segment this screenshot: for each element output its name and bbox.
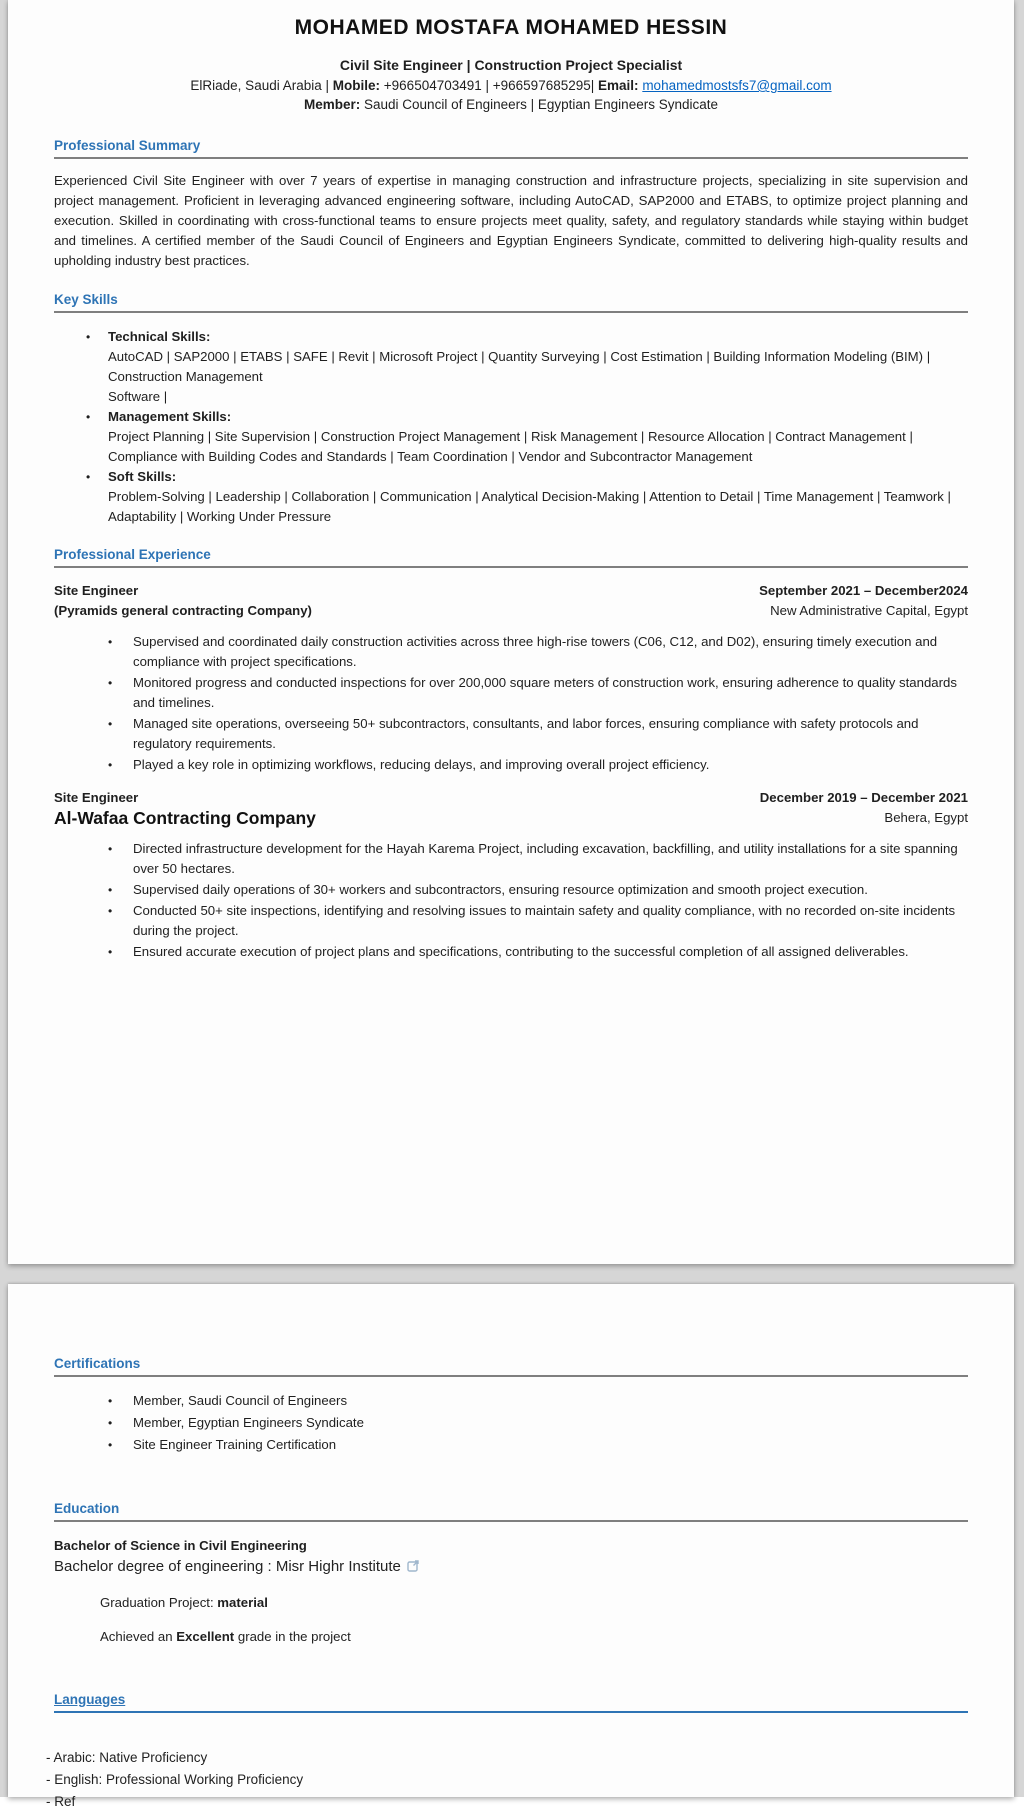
mobile-numbers: +966504703491 | +966597685295| bbox=[383, 78, 595, 93]
email-label: Email: bbox=[598, 78, 639, 93]
graduation-project-line bbox=[100, 1593, 968, 1612]
clipped-next-line: - Ref bbox=[46, 1794, 76, 1809]
section-heading-professional-experience bbox=[54, 547, 968, 568]
education-institute-line bbox=[54, 1556, 968, 1578]
skill-group-label: Soft Skills: bbox=[108, 469, 177, 484]
job-bullet-text: Directed infrastructure development for the Hayah Karema Project, including excavation, backfilling, and utility installations for a site spanning over 50 hectares. bbox=[133, 841, 958, 876]
job-bullet-text: Monitored progress and conducted inspections for over 200,000 square meters of construction work, ensuring adherence to quality standards and timelines. bbox=[133, 675, 957, 710]
job-bullet bbox=[54, 714, 968, 754]
education-institute-text: Bachelor degree of engineering : Misr Highr Institute bbox=[54, 1558, 401, 1575]
certification-item bbox=[54, 1435, 968, 1455]
skill-group-overflow: Software | bbox=[108, 389, 168, 404]
job-bullet-text: Supervised and coordinated daily construction activities across three high-rise towers (C06, C12, and D02), ensuring timely execution and compliance with project specifications. bbox=[133, 634, 938, 669]
certification-text: Member, Saudi Council of Engineers bbox=[133, 1393, 348, 1408]
skill-group-management bbox=[54, 407, 968, 467]
section-label: Education bbox=[54, 1501, 120, 1516]
bullet-icon: • bbox=[86, 470, 91, 484]
certification-list bbox=[54, 1391, 968, 1455]
language-list bbox=[46, 1747, 968, 1791]
contact-line bbox=[54, 78, 968, 93]
skill-group-text: Problem-Solving | Leadership | Collaboration | Communication | Analytical Decision-Making | Attention to Detail | Time Management | Teamwork | Adaptability | Working Under Pressure bbox=[108, 489, 951, 524]
job-bullet bbox=[54, 942, 968, 962]
bullet-icon: • bbox=[108, 945, 113, 959]
graduation-project-label: Graduation Project: bbox=[100, 1595, 214, 1610]
certification-text: Member, Egyptian Engineers Syndicate bbox=[133, 1415, 364, 1430]
job-bullet bbox=[54, 880, 968, 900]
section-label: Professional Summary bbox=[54, 138, 201, 153]
job-bullet bbox=[54, 673, 968, 713]
grade-value: Excellent bbox=[176, 1629, 235, 1644]
language-item: - Arabic: Native Proficiency bbox=[46, 1750, 208, 1765]
section-label: Certifications bbox=[54, 1356, 141, 1371]
section-heading-certifications bbox=[54, 1356, 968, 1377]
contact-location: ElRiade, Saudi Arabia | bbox=[190, 78, 329, 93]
job-bullet-list bbox=[54, 632, 968, 775]
job-company: Al-Wafaa Contracting Company bbox=[54, 808, 316, 828]
resume-page-2 bbox=[8, 1284, 1014, 1809]
job-bullet bbox=[54, 632, 968, 672]
skills-list bbox=[54, 327, 968, 527]
section-label: Professional Experience bbox=[54, 547, 211, 562]
bullet-icon: • bbox=[86, 410, 91, 424]
section-heading-languages bbox=[54, 1692, 968, 1713]
candidate-title: Civil Site Engineer | Construction Project Specialist bbox=[339, 57, 683, 73]
bullet-icon: • bbox=[108, 842, 113, 856]
job-bullet-text: Played a key role in optimizing workflows, reducing delays, and improving overall project efficiency. bbox=[133, 757, 710, 772]
language-item: - English: Professional Working Proficiency bbox=[46, 1772, 304, 1787]
skill-group-label: Management Skills: bbox=[108, 409, 232, 424]
certification-item bbox=[54, 1413, 968, 1433]
skill-group-text: AutoCAD | SAP2000 | ETABS | SAFE | Revit | Microsoft Project | Quantity Surveying | Cost Estimation | Building Information Modeling (BIM) | Construction Management bbox=[108, 349, 931, 384]
bullet-icon: • bbox=[108, 1394, 113, 1408]
email-link[interactable]: mohamedmostsfs7@gmail.com bbox=[642, 78, 832, 93]
job-bullet bbox=[54, 901, 968, 941]
section-label: Languages bbox=[54, 1692, 126, 1707]
member-label: Member: bbox=[303, 97, 361, 112]
mobile-label: Mobile: bbox=[332, 78, 381, 93]
skill-group-soft bbox=[54, 467, 968, 527]
section-label: Key Skills bbox=[54, 292, 118, 307]
candidate-name: MOHAMED MOSTAFA MOHAMED HESSIN bbox=[294, 16, 728, 39]
job-bullet-text: Managed site operations, overseeing 50+ subcontractors, consultants, and labor forces, ensuring compliance with safety protocols and regulatory requirements. bbox=[133, 716, 919, 751]
bullet-icon: • bbox=[108, 1416, 113, 1430]
job-company: (Pyramids general contracting Company) bbox=[54, 603, 312, 618]
bullet-icon: • bbox=[86, 330, 91, 344]
job-location: New Administrative Capital, Egypt bbox=[770, 603, 968, 618]
certification-item bbox=[54, 1391, 968, 1411]
job-bullet bbox=[54, 839, 968, 879]
membership-line bbox=[54, 97, 968, 112]
section-heading-professional-summary bbox=[54, 138, 968, 159]
graduation-project-value: material bbox=[217, 1595, 268, 1610]
grade-line bbox=[100, 1627, 968, 1646]
job-title: Site Engineer bbox=[54, 790, 139, 805]
job-bullet-list bbox=[54, 839, 968, 962]
summary-paragraph: Experienced Civil Site Engineer with over 7 years of expertise in managing construction and infrastructure projects, specializing in site supervision and project management. Proficient in leveraging advanced engineering software, including AutoCAD, SAP2000 and ETABS, to optimize project planning and execution. Skilled in coordinating with cross-functional teams to ensure projects meet quality, safety, and regulatory standards while staying within budget and timelines. A certified member of the Saudi Council of Engineers and Egyptian Engineers Syndicate, committed to delivering high-quality results and upholding industry best practices. bbox=[54, 173, 968, 268]
bullet-icon: • bbox=[108, 635, 113, 649]
bullet-icon: • bbox=[108, 904, 113, 918]
experience-entry bbox=[54, 788, 968, 962]
job-location: Behera, Egypt bbox=[884, 810, 968, 825]
job-bullet-text: Supervised daily operations of 30+ workers and subcontractors, ensuring resource optimization and smooth project execution. bbox=[133, 882, 868, 897]
bullet-icon: • bbox=[108, 1438, 113, 1452]
skill-group-technical bbox=[54, 327, 968, 407]
job-bullet-text: Ensured accurate execution of project plans and specifications, contributing to the successful completion of all assigned deliverables. bbox=[133, 944, 909, 959]
bullet-icon: • bbox=[108, 883, 113, 897]
section-heading-key-skills bbox=[54, 292, 968, 313]
experience-entry bbox=[54, 581, 968, 775]
grade-prefix: Achieved an bbox=[100, 1629, 173, 1644]
certification-text: Site Engineer Training Certification bbox=[133, 1437, 337, 1452]
job-bullet bbox=[54, 755, 968, 775]
resume-page-1 bbox=[8, 0, 1014, 1264]
external-link-icon[interactable] bbox=[407, 1557, 420, 1578]
job-title: Site Engineer bbox=[54, 583, 139, 598]
grade-suffix: grade in the project bbox=[237, 1629, 351, 1644]
bullet-icon: • bbox=[108, 717, 113, 731]
bullet-icon: • bbox=[108, 676, 113, 690]
section-heading-education bbox=[54, 1501, 968, 1522]
job-dates: December 2019 – December 2021 bbox=[759, 790, 968, 805]
bullet-icon: • bbox=[108, 758, 113, 772]
education-degree: Bachelor of Science in Civil Engineering bbox=[54, 1538, 307, 1553]
member-value: Saudi Council of Engineers | Egyptian Engineers Syndicate bbox=[364, 97, 718, 112]
skill-group-text: Project Planning | Site Supervision | Construction Project Management | Risk Management | Resource Allocation | Contract Management | Compliance with Building Codes and Standards | Team Coordination | Vendor and Subcontractor Management bbox=[108, 429, 913, 464]
skill-group-label: Technical Skills: bbox=[108, 329, 211, 344]
job-bullet-text: Conducted 50+ site inspections, identifying and resolving issues to maintain safety and quality compliance, with no recorded on-site incidents during the project. bbox=[133, 903, 956, 938]
job-dates: September 2021 – December2024 bbox=[759, 583, 968, 598]
